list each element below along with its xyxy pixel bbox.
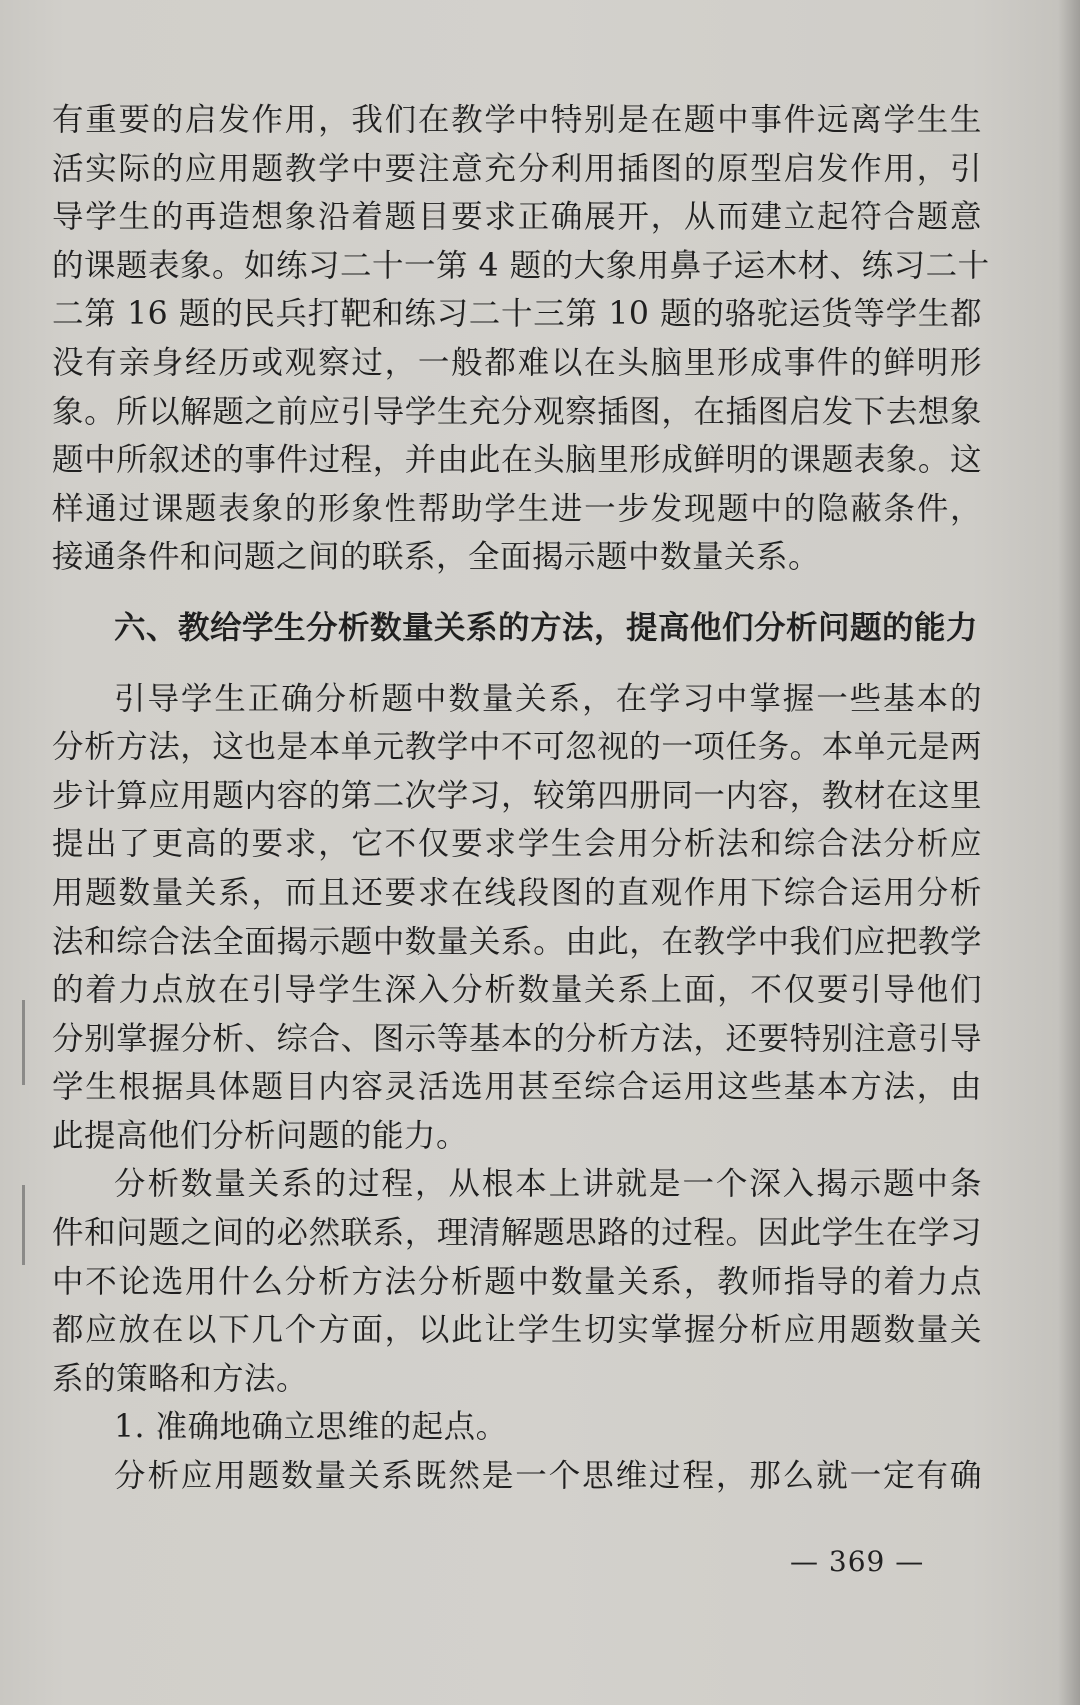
- text-line: 接通条件和问题之间的联系，全面揭示题中数量关系。: [52, 539, 821, 576]
- text-line: 的着力点放在引导学生深入分析数量关系上面，不仅要引导他们: [52, 972, 982, 1009]
- text-line: 法和综合法全面揭示题中数量关系。由此，在教学中我们应把教学: [52, 923, 982, 960]
- text-line: 题中所叙述的事件过程，并由此在头脑里形成鲜明的课题表象。这: [52, 442, 982, 479]
- margin-pencil-mark: [22, 1000, 25, 1085]
- text-line: 有重要的启发作用，我们在教学中特别是在题中事件远离学生生: [52, 102, 982, 138]
- text-line: 样通过课题表象的形象性帮助学生进一步发现题中的隐蔽条件，: [52, 490, 982, 527]
- paragraph: [52, 1452, 982, 1501]
- text-line: 都应放在以下几个方面，以此让学生切实掌握分析应用题数量关: [52, 1312, 982, 1349]
- text-line: 提出了更高的要求，它不仅要求学生会用分析法和综合法分析应: [52, 826, 982, 863]
- text-line: 导学生的再造想象沿着题目要求正确展开，从而建立起符合题意: [52, 199, 982, 236]
- text-line: 分析方法，这也是本单元教学中不可忽视的一项任务。本单元是两: [52, 729, 982, 766]
- text-line: 此提高他们分析问题的能力。: [52, 1117, 469, 1154]
- margin-pencil-mark: [22, 1185, 25, 1265]
- text-line: 系的策略和方法。: [52, 1360, 309, 1397]
- page-number: — 369 —: [790, 1545, 925, 1578]
- text-line: 二第 16 题的民兵打靶和练习二十三第 10 题的骆驼运货等学生都: [52, 296, 982, 333]
- text-line: 件和问题之间的必然联系，理清解题思路的过程。因此学生在学习: [52, 1215, 982, 1252]
- paragraph: [52, 96, 990, 582]
- text-line: 象。所以解题之前应引导学生充分观察插图，在插图启发下去想象: [52, 393, 982, 430]
- text-line: 分析应用题数量关系既然是一个思维过程，那么就一定有确: [114, 1458, 982, 1495]
- text-line: 分析数量关系的过程，从根本上讲就是一个深入揭示题中条: [114, 1166, 982, 1203]
- text-line: 的课题表象。如练习二十一第 4 题的大象用鼻子运木材、练习二十: [52, 247, 990, 284]
- section-heading: 六、教给学生分析数量关系的方法，提高他们分析问题的能力: [114, 608, 979, 646]
- text-line: 分别掌握分析、综合、图示等基本的分析方法，还要特别注意引导: [52, 1020, 982, 1057]
- text-line: 没有亲身经历或观察过，一般都难以在头脑里形成事件的鲜明形: [52, 344, 982, 381]
- text-line: 步计算应用题内容的第二次学习，较第四册同一内容，教材在这里: [52, 777, 982, 814]
- text-line: 学生根据具体题目内容灵活选用甚至综合运用这些基本方法，由: [52, 1069, 982, 1106]
- list-item: 1. 准确地确立思维的起点。: [114, 1409, 508, 1446]
- body-text: [52, 96, 990, 1501]
- text-line: 活实际的应用题教学中要注意充分利用插图的原型启发作用，引: [52, 150, 982, 187]
- paragraph: [52, 675, 982, 1161]
- text-line: 中不论选用什么分析方法分析题中数量关系，教师指导的着力点: [52, 1263, 982, 1300]
- text-line: 引导学生正确分析题中数量关系，在学习中掌握一些基本的: [114, 680, 982, 717]
- paragraph: [52, 1160, 982, 1403]
- text-line: 用题数量关系，而且还要求在线段图的直观作用下综合运用分析: [52, 874, 982, 911]
